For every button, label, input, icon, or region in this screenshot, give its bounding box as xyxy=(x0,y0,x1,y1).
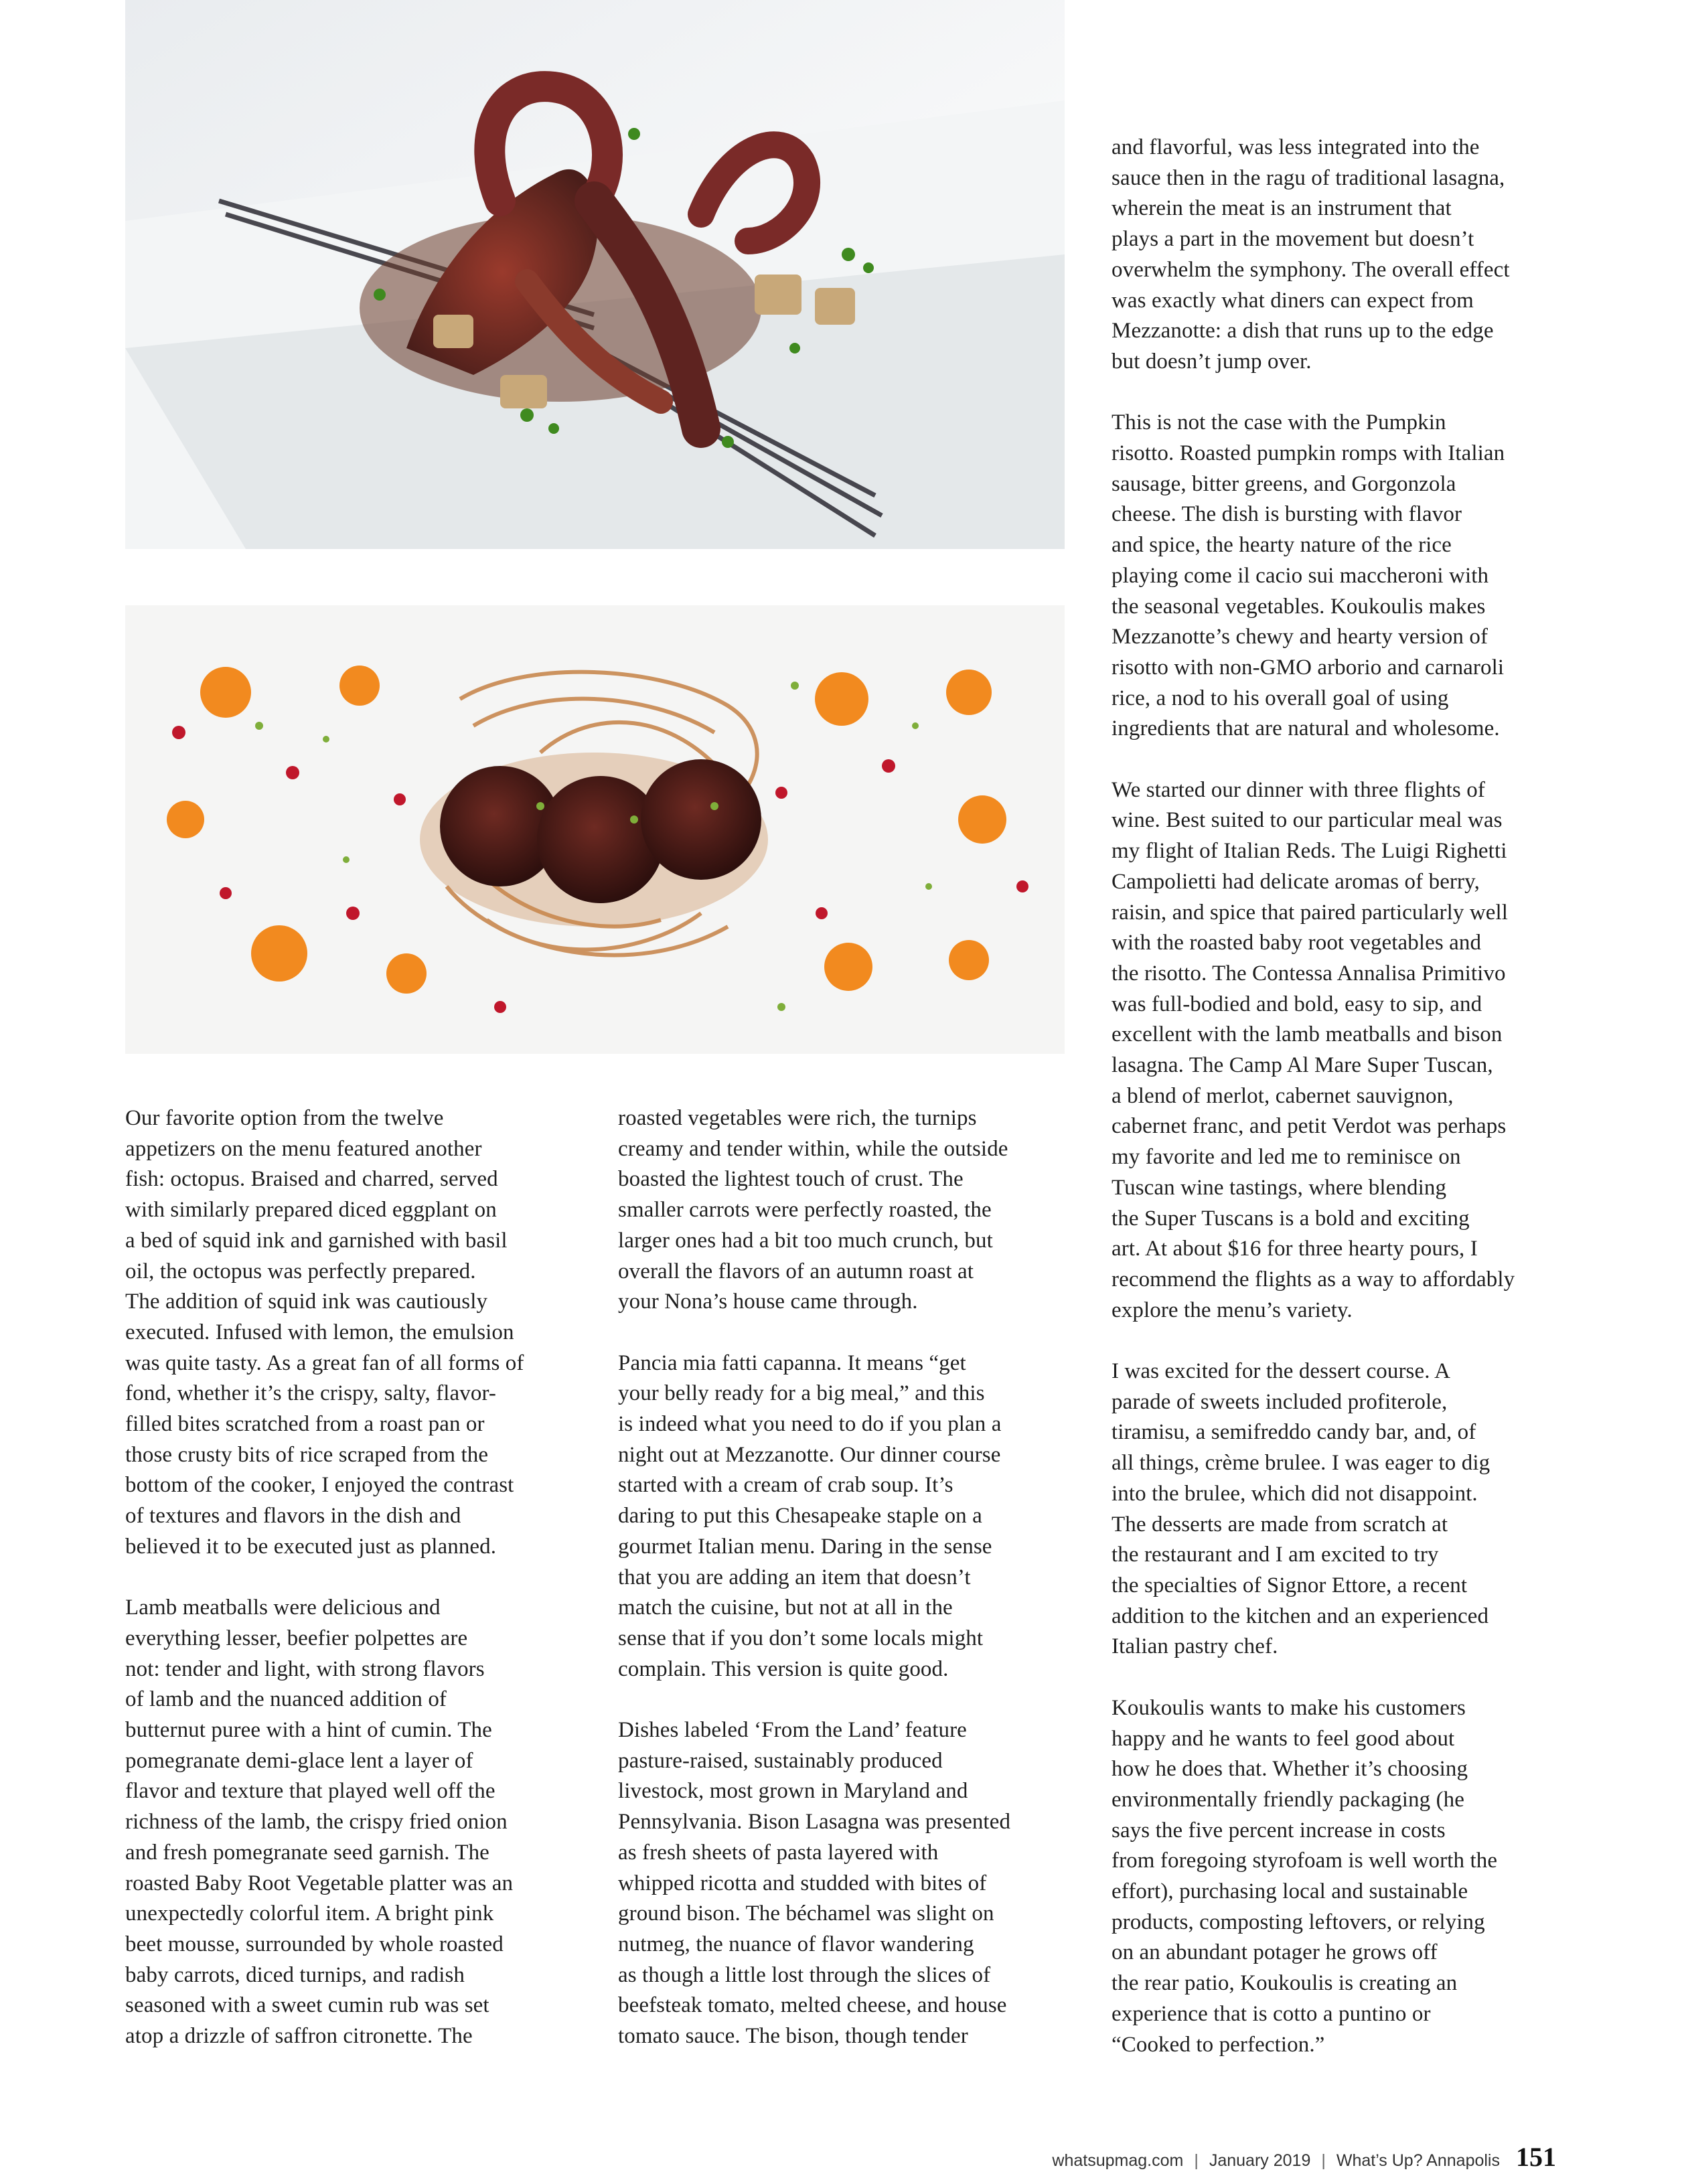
paragraph: Dishes labeled ‘From the Land’ feature pasture-raised, sustainably produced livestock, most grown in Maryland and Pennsylvania. Bison Lasagna was presented as fresh sheets of pasta layered with whipped ricotta and studded with bites of ground bison. The béchamel was slight on nutmeg, the nuance of flavor wandering as though a little lost through the slices of beefsteak tomato, melted cheese, and house tomato sauce. The bison, though tender xyxy=(618,1718,1011,2049)
paragraph: Koukoulis wants to make his customers happy and he wants to feel good about how he does that. Whether it’s choosing environmentally friendly packaging (he says the five percent increase in costs from foregoing styrofoam is well worth the effort), purchasing local and sustainable products, composting leftovers, or relying on an abundant potager he grows off the rear patio, Koukoulis is creating an experience that is cotto a puntino or “Cooked to perfection.” xyxy=(1112,1695,1498,2057)
footer-separator: | xyxy=(1321,2151,1326,2170)
paragraph: Our favorite option from the twelve appetizers on the menu featured another fish: octopus. Braised and charred, served with similarly prepared diced eggplant on a bed of squid ink and garnished with basil oil, the octopus was perfectly prepared. The addition of squid ink was cautiously executed. Infused with lemon, the emulsion was quite tasty. As a great fan of all forms of fond, whether it’s the crispy, salty, flavor- filled bites scratched from a roast pan or those crusty bits of rice scraped from the bottom of the cooker, I enjoyed the contrast of textures and flavors in the dish and believed it to be executed just as planned. xyxy=(125,1106,524,1559)
paragraph: roasted vegetables were rich, the turnips creamy and tender within, while the outside boasted the lightest touch of crust. The smaller carrots were perfectly roasted, the larger ones had a bit too much crunch, but overall the flavors of an autumn roast at your Nona’s house came through. xyxy=(618,1106,1008,1314)
article-column-right xyxy=(1112,133,1567,2060)
photo-lamb-meatballs-dish xyxy=(125,605,1065,1054)
article-column-middle xyxy=(618,1103,1073,2052)
page-number: 151 xyxy=(1516,2142,1556,2172)
paragraph: and flavorful, was less integrated into the sauce then in the ragu of traditional lasagna, wherein the meat is an instrument that plays a part in the movement but doesn’t overwhelm the symphony. The overall effect was exactly what diners can expect from Mezzanotte: a dish that runs up to the edge but doesn’t jump over. xyxy=(1112,135,1510,374)
footer-separator: | xyxy=(1194,2151,1199,2170)
paragraph: This is not the case with the Pumpkin risotto. Roasted pumpkin romps with Italian sausage, bitter greens, and Gorgonzola cheese. The dish is bursting with flavor and spice, the hearty nature of the rice playing come il cacio sui maccheroni with the seasonal vegetables. Koukoulis makes Mezzanotte’s chewy and hearty version of risotto with non-GMO arborio and carnaroli rice, a nod to his overall goal of using ingredients that are natural and wholesome. xyxy=(1112,410,1505,741)
article-column-left xyxy=(125,1103,581,2052)
paragraph: Pancia mia fatti capanna. It means “get your belly ready for a big meal,” and this is indeed what you need to do if you plan a night out at Mezzanotte. Our dinner course started with a cream of crab soup. It’s daring to put this Chesapeake staple on a gourmet Italian menu. Daring in the sense that you are adding an item that doesn’t match the cuisine, but not at all in the sense that if you don’t some locals might complain. This version is quite good. xyxy=(618,1350,1002,1681)
page-footer xyxy=(1052,2141,1556,2173)
photo-octopus-dish xyxy=(125,0,1065,549)
paragraph: I was excited for the dessert course. A parade of sweets included profiterole, tiramisu, a semifreddo candy bar, and, of all things, crème brulee. I was eager to dig into the brulee, which did not disappoint. The desserts are made from scratch at the restaurant and I am excited to try the specialties of Signor Ettore, a recent addition to the kitchen and an experienced Italian pastry chef. xyxy=(1112,1359,1490,1659)
paragraph: Lamb meatballs were delicious and everything lesser, beefier polpettes are not: tender and light, with strong flavors of lamb and the nuanced addition of butternut puree with a hint of cumin. The pomegranate demi-glace lent a layer of flavor and texture that played well off the richness of the lamb, the crispy fried onion and fresh pomegranate seed garnish. The roasted Baby Root Vegetable platter was an unexpectedly colorful item. A bright pink beet mousse, surrounded by whole roasted baby carrots, diced turnips, and radish seasoned with a sweet cumin rub was set atop a drizzle of saffron citronette. The xyxy=(125,1595,514,2049)
footer-issue: January 2019 xyxy=(1209,2151,1311,2170)
footer-publication: What’s Up? Annapolis xyxy=(1336,2151,1500,2170)
paragraph: We started our dinner with three flights of wine. Best suited to our particular meal was my flight of Italian Reds. The Luigi Righetti Campolietti had delicate aromas of berry, raisin, and spice that paired particularly well with the roasted baby root vegetables and the risotto. The Contessa Annalisa Primitivo was full-bodied and bold, easy to sip, and excellent with the lamb meatballs and bison lasagna. The Camp Al Mare Super Tuscan, a blend of merlot, cabernet sauvignon, cabernet franc, and petit Verdot was perhaps my favorite and led me to reminisce on Tuscan wine tastings, where blending the Super Tuscans is a bold and exciting art. At about $16 for three hearty pours, I recommend the flights as a way to affordably explore the menu’s variety. xyxy=(1112,777,1515,1322)
footer-site: whatsupmag.com xyxy=(1052,2151,1184,2170)
